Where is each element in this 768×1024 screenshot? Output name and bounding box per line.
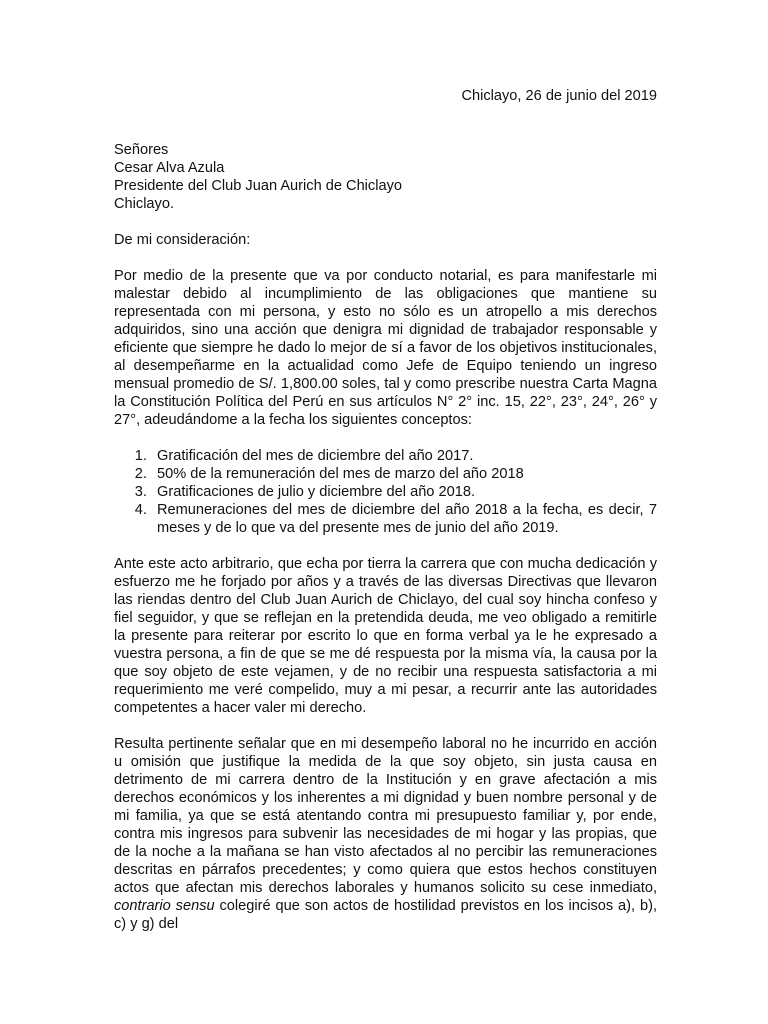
- paragraph-2: Ante este acto arbitrario, que echa por tierra la carrera que con mucha dedicación y esfuerzo me he forjado por años y a través de las diversas Directivas que llevaron las riendas dentro del Club Juan Aurich de Chiclayo, del cual soy hincha confeso y fiel seguidor, y que se reflejan en la pretendida deuda, me veo obligado a remitirle la presente para reiterar por escrito lo que en forma verbal ya le he expresado a vuestra persona, a fin de que se me dé respuesta por la misma vía, la causa por la que soy objeto de este vejamen, y de no recibir una respuesta satisfactoria a mi requerimiento me veré compelido, muy a mi pesar, a recurrir ante las autoridades competentes a hacer valer mi derecho.: [114, 556, 657, 716]
- paragraph-3-start: Resulta pertinente señalar que en mi desempeño laboral no he incurrido en acción u omisión que justifique la medida de la que soy objeto, sin justa causa en detrimento de mi carrera dentro de la Institución y en grave afectación a mis derechos económicos y los inherentes a mi dignidad y buen nombre personal y de mi familia, ya que se está atentando contra mi presupuesto familiar y, por ende, contra mis ingresos para subvenir las necesidades de mi hogar y las propias, que de la noche a la mañana se han visto afectados al no percibir las remuneraciones descritas en párrafos precedentes; y como quiera que estos hechos constituyen actos que afectan mis derechos laborales y humanos solicito su cese inmediato,: [114, 736, 657, 896]
- list-item: 1. Gratificación del mes de diciembre del año 2017.: [151, 447, 657, 465]
- paragraph-3: [114, 735, 657, 933]
- paragraph-3-end: colegiré que son actos de hostilidad previstos en los incisos a), b), c) y g) del: [114, 898, 658, 932]
- date-line: Chiclayo, 26 de junio del 2019: [461, 88, 657, 104]
- letter-body: [114, 141, 657, 933]
- concepts-list: [114, 447, 657, 537]
- recipient-salutation: Señores: [114, 142, 169, 158]
- paragraph-1: Por medio de la presente que va por conducto notarial, es para manifestarle mi malestar debido al incumplimiento de las obligaciones que mantiene su representada con mi persona, y esto no sólo es un atropello a mis derechos adquiridos, sino una acción que denigra mi dignidad de trabajador responsable y eficiente que siempre he dado lo mejor de sí a favor de los objetivos institucionales, al desempeñarme en la actualidad como Jefe de Equipo teniendo un ingreso mensual promedio de S/. 1,800.00 soles, tal y como prescribe nuestra Carta Magna la Constitución Política del Perú en sus artículos N° 2° inc. 15, 22°, 23°, 24°, 26° y 27°, adeudándome a la fecha los siguientes conceptos:: [114, 268, 657, 428]
- recipient-block: [114, 141, 657, 213]
- list-item: 3. Gratificaciones de julio y diciembre del año 2018.: [151, 483, 657, 501]
- list-item: 4. Remuneraciones del mes de diciembre del año 2018 a la fecha, es decir, 7 meses y de lo que va del presente mes de junio del año 2019.: [151, 501, 657, 537]
- recipient-name: Cesar Alva Azula: [114, 160, 225, 176]
- list-item: 2. 50% de la remuneración del mes de marzo del año 2018: [151, 465, 657, 483]
- greeting: De mi consideración:: [114, 232, 251, 248]
- paragraph-3-italic: contrario sensu: [114, 898, 215, 914]
- recipient-city: Chiclayo.: [114, 196, 175, 212]
- recipient-title: Presidente del Club Juan Aurich de Chiclayo: [114, 178, 402, 194]
